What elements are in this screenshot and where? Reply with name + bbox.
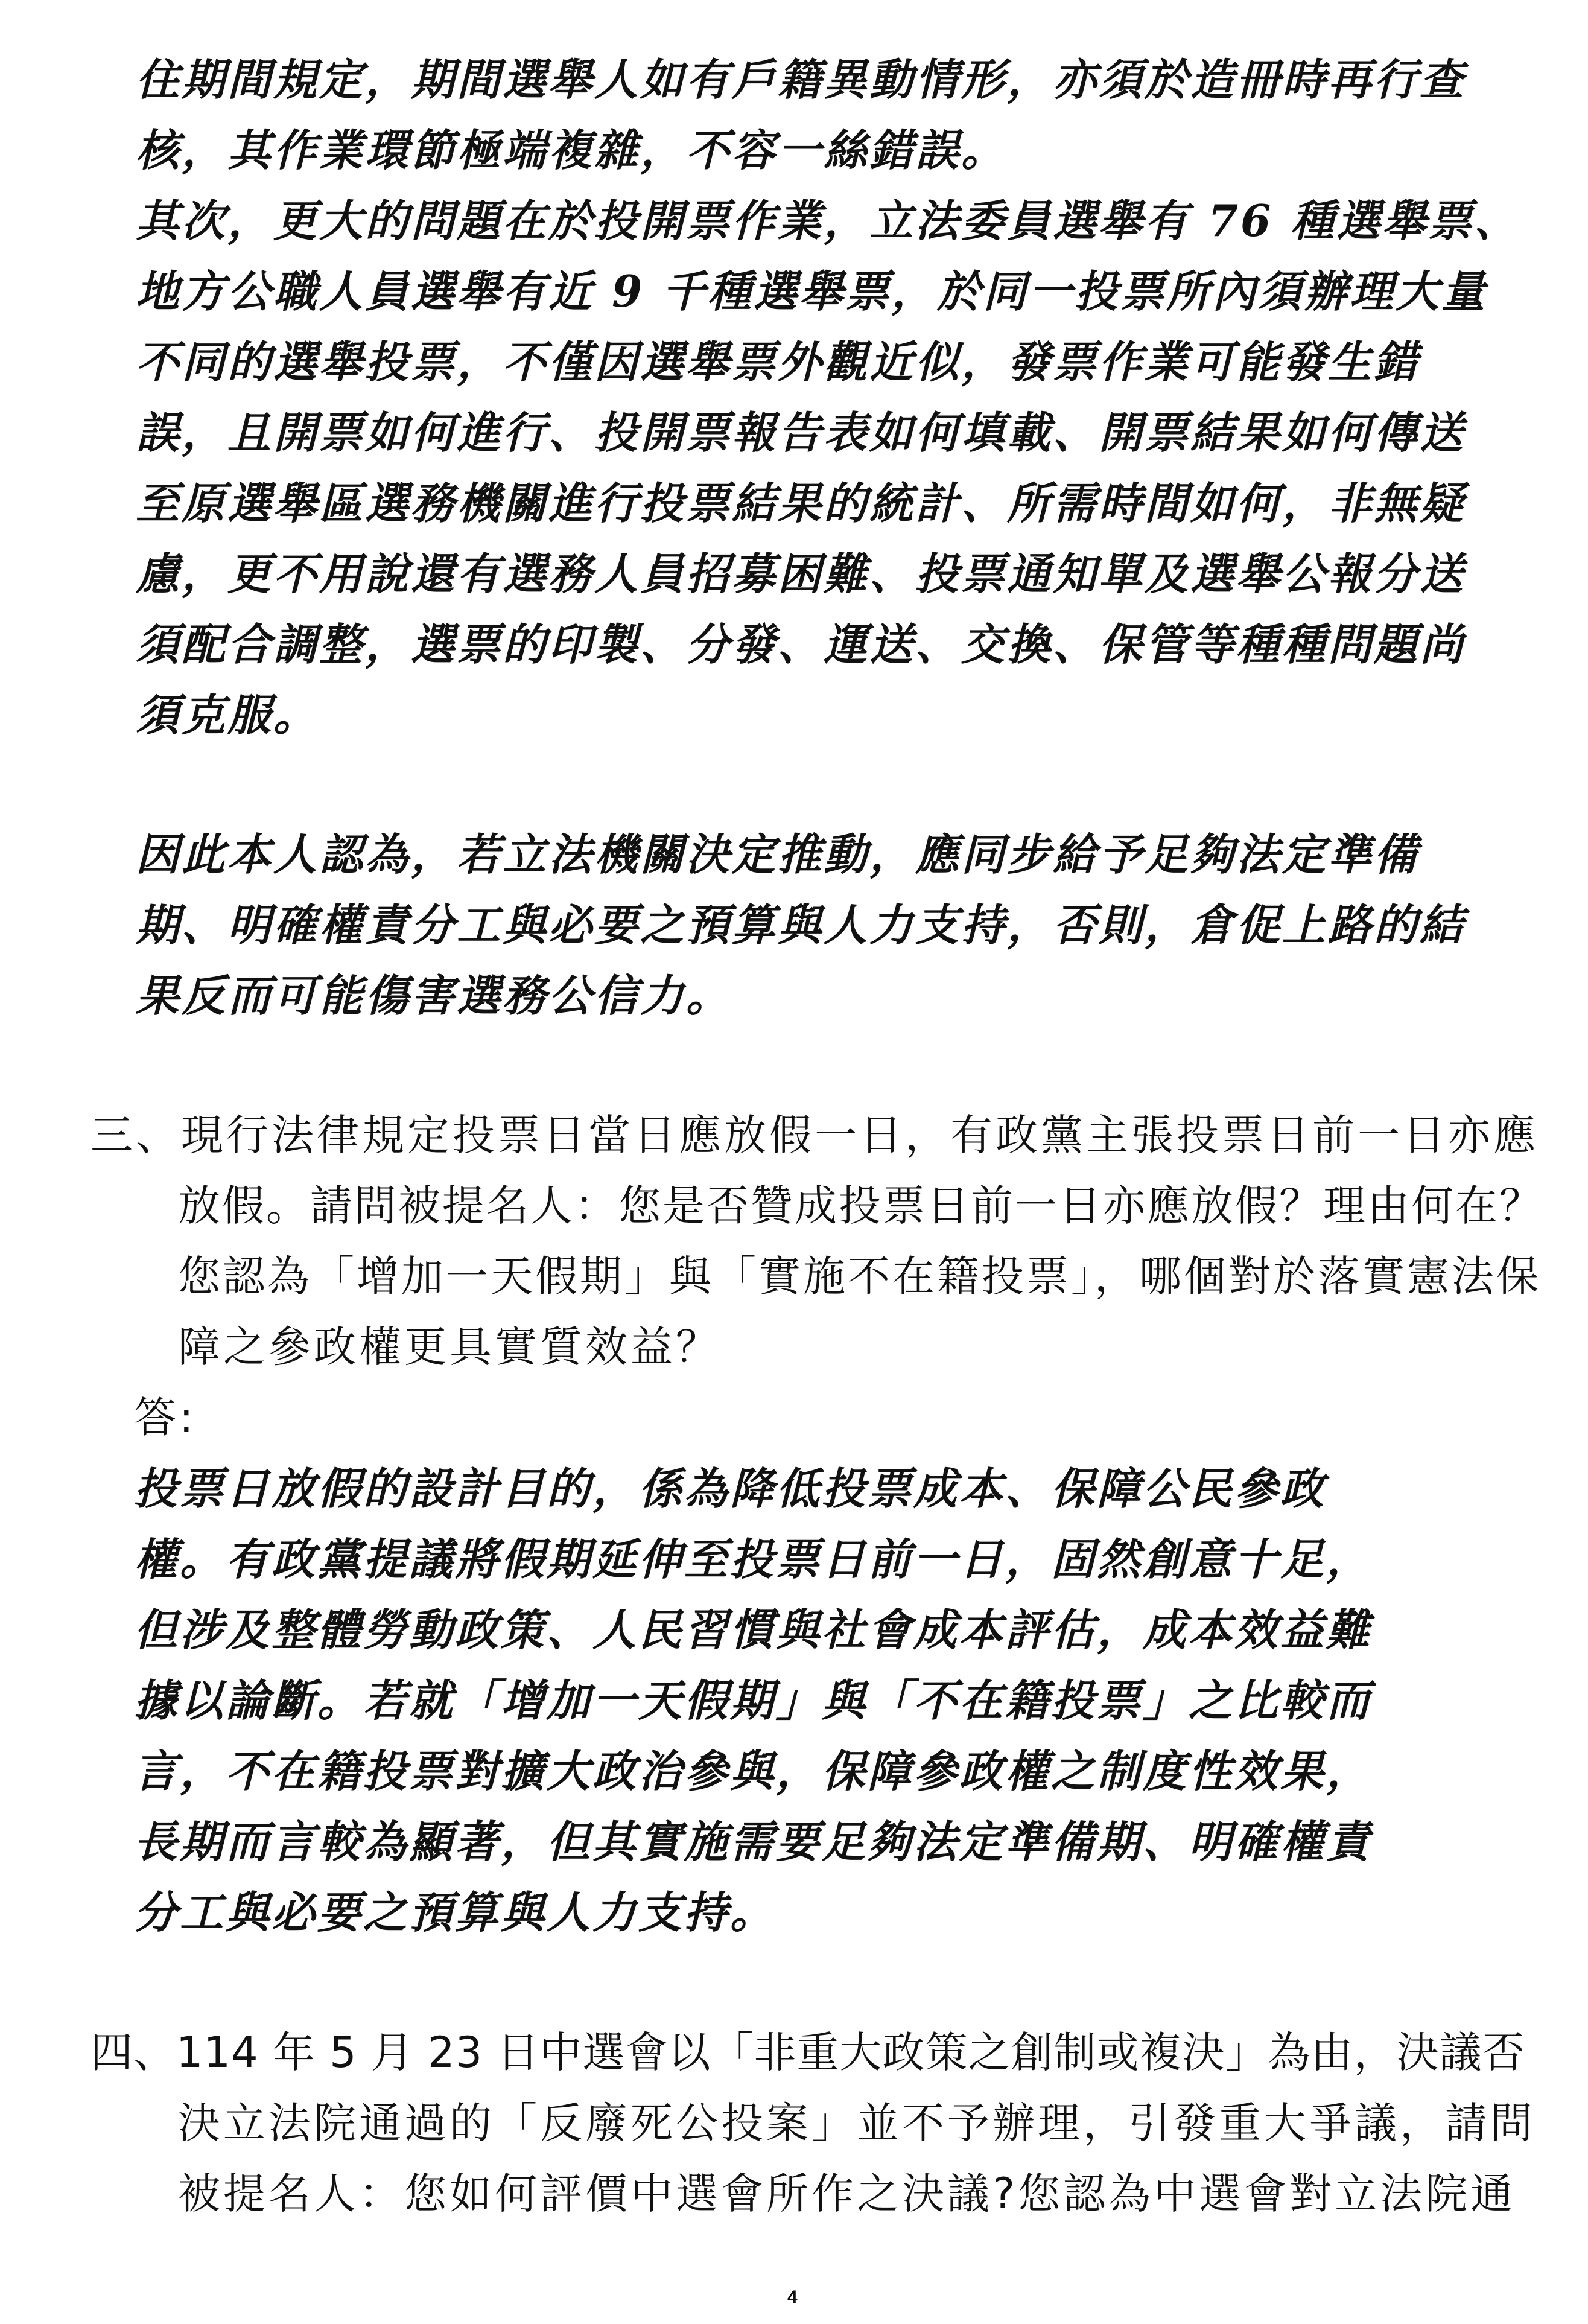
answer-label: 答: [134, 1393, 197, 1442]
para1-line-5: 不同的選舉投票，不僅因選舉票外觀近似，發票作業可能發生錯 [136, 336, 1420, 387]
para1-line-2: 核，其作業環節極端複雜，不容一絲錯誤。 [136, 124, 1008, 176]
answer3-line-7: 分工與必要之預算與人力支持。 [134, 1886, 777, 1938]
para1-line-6: 誤，且開票如何進行、投開票報告表如何填載、開票結果如何傳送 [136, 407, 1466, 458]
para1-line-8: 慮，更不用說還有選務人員招募困難、投票通知單及選舉公報分送 [136, 548, 1466, 599]
para1-line-3: 其次，更大的問題在於投開票作業，立法委員選舉有 76 種選舉票、 [136, 195, 1520, 246]
para2-line-1: 因此本人認為，若立法機關決定推動，應同步給予足夠法定準備 [136, 829, 1420, 880]
para2-line-3: 果反而可能傷害選務公信力。 [136, 970, 732, 1021]
answer3-line-3: 但涉及整體勞動政策、人民習慣與社會成本評估，成本效益難 [134, 1604, 1373, 1655]
question-3-line-2: 放假。請問被提名人：您是否贊成投票日前一日亦應放假？理由何在？ [178, 1181, 1543, 1230]
page-number: 4 [787, 2287, 798, 2307]
answer3-line-5: 言，不在籍投票對擴大政治參與，保障參政權之制度性效果， [134, 1745, 1373, 1797]
question-3-line-1: 三、現行法律規定投票日當日應放假一日，有政黨主張投票日前一日亦應 [91, 1110, 1539, 1160]
question-3-line-3: 您認為「增加一天假期」與「實施不在籍投票」，哪個對於落實憲法保 [178, 1252, 1541, 1301]
para1-line-7: 至原選舉區選務機關進行投票結果的統計、所需時間如何，非無疑 [136, 477, 1466, 529]
answer3-line-2: 權。有政黨提議將假期延伸至投票日前一日，固然創意十足， [134, 1533, 1373, 1585]
para1-line-10: 須克服。 [136, 689, 320, 740]
answer3-line-1: 投票日放假的設計目的，係為降低投票成本、保障公民參政 [134, 1463, 1327, 1514]
question-4-line-2: 決立法院通過的「反廢死公投案」並不予辦理，引發重大爭議，請問 [178, 2098, 1536, 2148]
question-4-line-3: 被提名人：您如何評價中選會所作之決議?您認為中選會對立法院通 [178, 2169, 1516, 2218]
question-3-line-4: 障之參政權更具實質效益？ [178, 1322, 721, 1372]
para1-line-1: 住期間規定，期間選舉人如有戶籍異動情形，亦須於造冊時再行查 [136, 54, 1466, 105]
answer3-line-6: 長期而言較為顯著，但其實施需要足夠法定準備期、明確權責 [134, 1816, 1373, 1867]
para2-line-2: 期、明確權責分工與必要之預算與人力支持，否則，倉促上路的結 [136, 899, 1466, 950]
question-4-line-1: 四、114 年 5 月 23 日中選會以「非重大政策之創制或複決」為由，決議否 [91, 2028, 1525, 2077]
para1-line-4: 地方公職人員選舉有近 9 千種選舉票，於同一投票所內須辦理大量 [136, 266, 1488, 317]
para1-line-9: 須配合調整，選票的印製、分發、運送、交換、保管等種種問題尚 [136, 619, 1466, 670]
answer3-line-4: 據以論斷。若就「增加一天假期」與「不在籍投票」之比較而 [134, 1675, 1373, 1726]
